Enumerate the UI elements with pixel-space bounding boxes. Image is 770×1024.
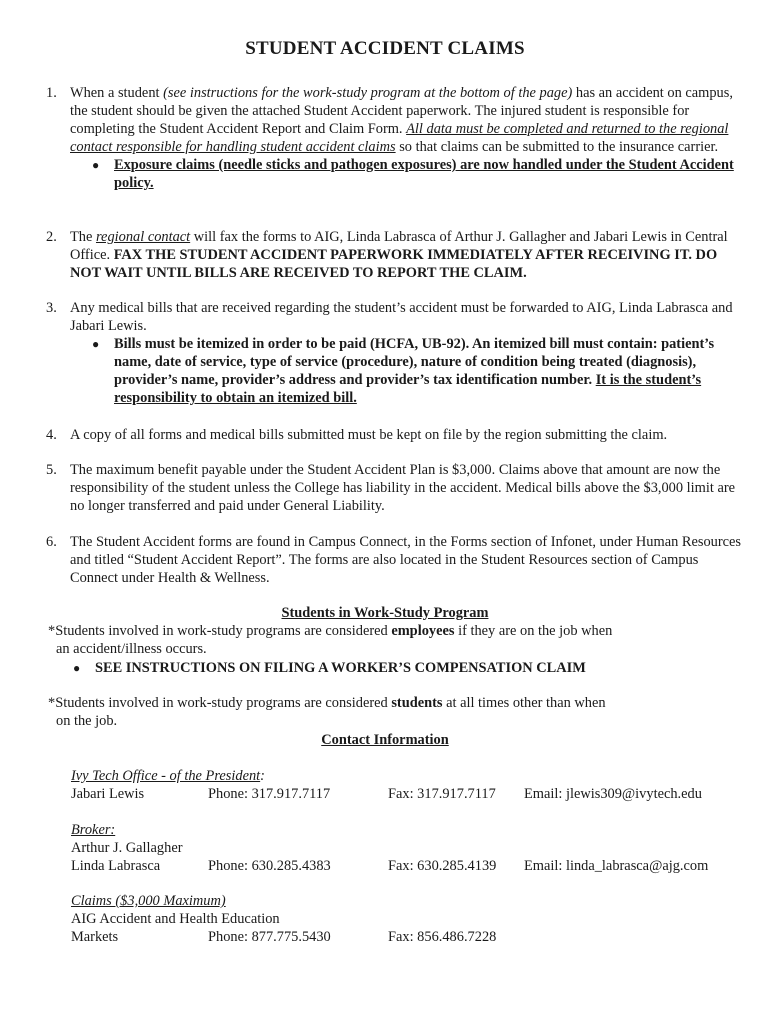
- item-text: A copy of all forms and medical bills submitted must be kept on file by the region submitting the claim.: [70, 427, 668, 443]
- workstudy-paragraph-students: *Students involved in work-study programs are considered students at all times other than when on the job.: [48, 695, 606, 729]
- contact-broker-block: [71, 821, 751, 875]
- item-number: 2.: [46, 229, 57, 245]
- broker-email: Email: linda_labrasca@ajg.com: [524, 858, 709, 874]
- office-phone: Phone: 317.917.7117: [208, 786, 331, 802]
- office-email: Email: jlewis309@ivytech.edu: [524, 786, 702, 802]
- list-item-3: [46, 299, 746, 407]
- claims-phone: Phone: 877.775.5430: [208, 929, 331, 945]
- item-text: The Student Accident forms are found in Campus Connect, in the Forms section of Infonet, under Human Resources and titled “Student Accident Report”. The forms are also located in the Student Resources section of Campus Connect under Health & Wellness.: [70, 534, 742, 586]
- claims-company-cont: Markets: [71, 929, 119, 945]
- bullet-itemized-bills: ● Bills must be itemized in order to be paid (HCFA, UB-92). An itemized bill must contain: patient’s name, date of service, type of service (procedure), nature of condition being treated (diagnosis), provider’s name, provider’s address and provider’s tax identification number. It is the student’s responsibility to obtain an itemized bill.: [92, 336, 715, 406]
- item-number: 6.: [46, 534, 57, 550]
- broker-phone: Phone: 630.285.4383: [208, 858, 331, 874]
- contact-claims-block: [71, 892, 751, 946]
- claims-header: Claims ($3,000 Maximum): [71, 893, 226, 909]
- list-item-6: [46, 533, 746, 587]
- claims-company: AIG Accident and Health Education: [71, 911, 280, 927]
- workstudy-paragraph-employees: *Students involved in work-study programs are considered employees if they are on the job when an accident/illness occurs.: [48, 623, 613, 657]
- page-title: STUDENT ACCIDENT CLAIMS: [245, 38, 525, 59]
- list-item-1: [46, 84, 746, 192]
- item-number: 1.: [46, 85, 57, 101]
- broker-fax: Fax: 630.285.4139: [388, 858, 497, 874]
- broker-company: Arthur J. Gallagher: [71, 840, 183, 856]
- bullet-exposure-claims: ● Exposure claims (needle sticks and pathogen exposures) are now handled under the Student Accident policy.: [92, 157, 734, 191]
- item-number: 3.: [46, 300, 57, 316]
- claims-fax: Fax: 856.486.7228: [388, 929, 497, 945]
- bullet-icon: ●: [92, 337, 100, 351]
- item-text: The regional contact will fax the forms to AIG, Linda Labrasca of Arthur J. Gallagher and Jabari Lewis in Central Office. FAX THE STUDENT ACCIDENT PAPERWORK IMMEDIATELY AFTER RECEIVING IT. DO NOT WAIT UNTIL BILLS ARE RECEIVED TO REPORT THE CLAIM.: [70, 229, 728, 281]
- bullet-icon: ●: [73, 661, 81, 675]
- office-header: Ivy Tech Office - of the President: [71, 768, 261, 784]
- contact-office-block: Ivy Tech Office - of the President: Jabari Lewis Phone: 317.917.7117 Fax: 317.917.7117 Email: jlewis309@ivytech.edu: [71, 768, 702, 802]
- item-text: Any medical bills that are received regarding the student’s accident must be forwarded to AIG, Linda Labrasca and Jabari Lewis.: [70, 300, 733, 334]
- list-item-2: [46, 228, 746, 282]
- broker-header: Broker:: [71, 822, 116, 838]
- bullet-workers-comp: ● SEE INSTRUCTIONS ON FILING A WORKER’S COMPENSATION CLAIM: [73, 660, 586, 676]
- bullet-icon: ●: [92, 158, 100, 172]
- item-text: The maximum benefit payable under the Student Accident Plan is $3,000. Claims above that amount are now the responsibility of the student unless the College has liability in the accident. Medical bills above the $3,000 limit are no longer transferred and paid under General Liability.: [70, 462, 736, 514]
- item-text: When a student (see instructions for the work-study program at the bottom of the page) has an accident on campus, the student should be given the attached Student Accident paperwork. The injured student is responsible for completing the Student Accident Report and Claim Form. All data must be completed and returned to the regional contact responsible for handling student accident claims so that claims can be submitted to the insurance carrier.: [70, 85, 733, 155]
- item-number: 5.: [46, 462, 57, 478]
- office-fax: Fax: 317.917.7117: [388, 786, 496, 802]
- office-name: Jabari Lewis: [71, 786, 145, 802]
- contact-heading: Contact Information: [321, 732, 449, 748]
- list-item-4: [46, 426, 746, 444]
- broker-name: Linda Labrasca: [71, 858, 161, 874]
- item-number: 4.: [46, 427, 57, 443]
- workstudy-heading: Students in Work-Study Program: [281, 605, 489, 621]
- list-item-5: [46, 461, 746, 515]
